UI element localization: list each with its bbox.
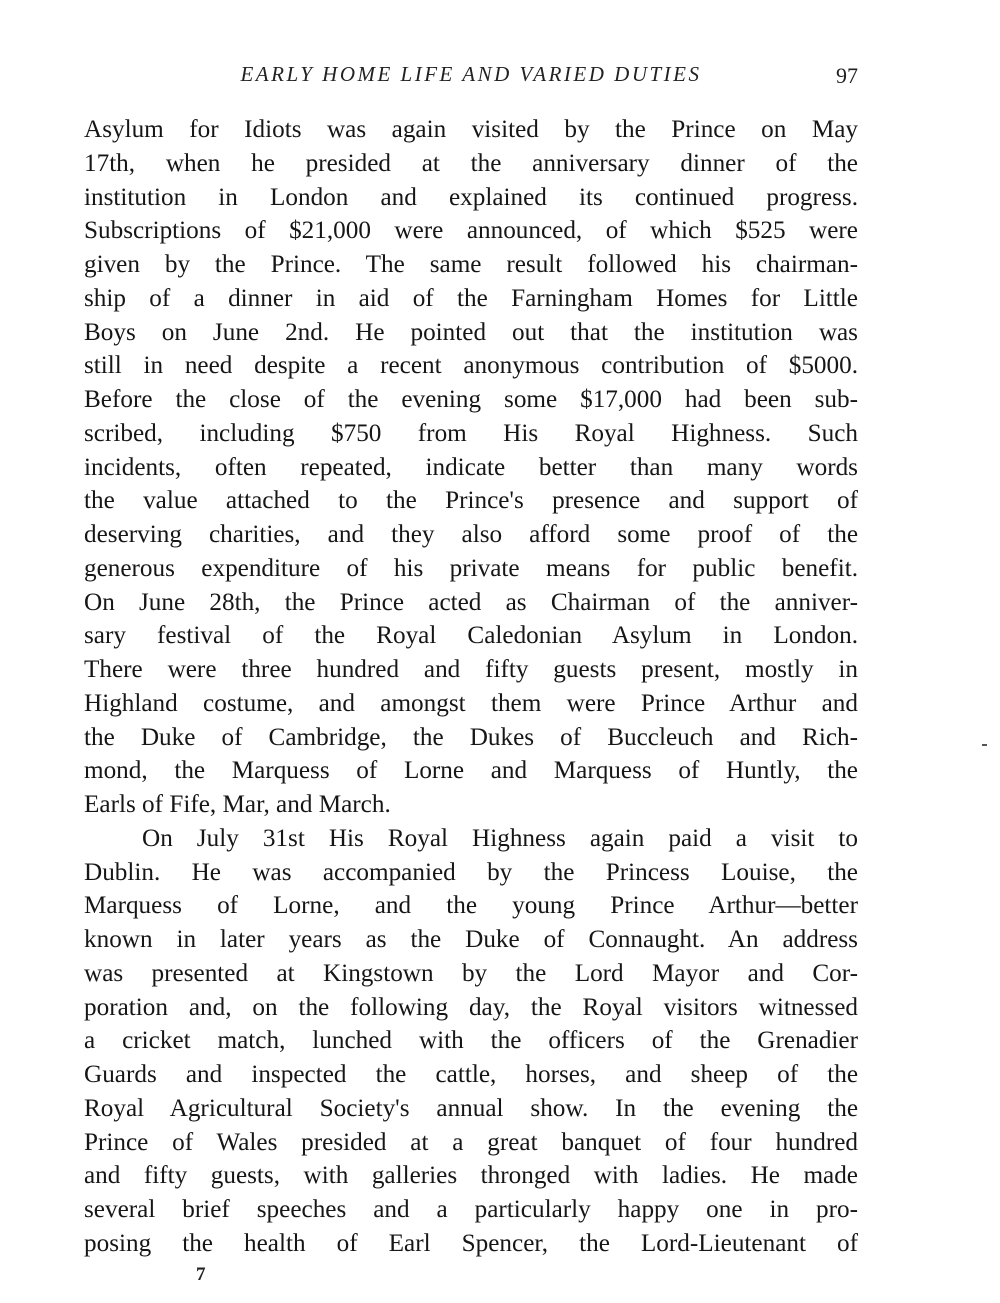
- paragraph-2: [84, 822, 858, 1261]
- text-line: was presented at Kingstown by the Lord Mayor and Cor-: [84, 959, 858, 987]
- text-line: Prince of Wales presided at a great banquet of four hundred: [84, 1128, 858, 1156]
- text-line: Dublin. He was accompanied by the Princess Louise, the: [84, 858, 858, 886]
- text-line: 17th, when he presided at the anniversary dinner of the: [84, 149, 858, 177]
- text-line: ship of a dinner in aid of the Farningham Homes for Little: [84, 284, 858, 312]
- paragraph-1: [84, 113, 858, 822]
- text-line: deserving charities, and they also afford some proof of the: [84, 521, 858, 548]
- text-line: known in later years as the Duke of Connaught. An address: [84, 926, 858, 953]
- text-line: still in need despite a recent anonymous contribution of $5000.: [84, 352, 858, 380]
- text-line: poration and, on the following day, the Royal visitors witnessed: [84, 993, 858, 1021]
- running-title: EARLY HOME LIFE AND VARIED DUTIES: [240, 62, 702, 86]
- text-line: incidents, often repeated, indicate better than many words: [84, 453, 858, 481]
- text-line: On July 31st His Royal Highness again paid a visit to: [142, 824, 858, 852]
- text-line: There were three hundred and fifty guests present, mostly in: [84, 656, 858, 683]
- text-line: Earls of Fife, Mar, and March.: [84, 791, 391, 818]
- text-line: On June 28th, the Prince acted as Chairman of the anniver-: [84, 588, 858, 616]
- text-line: Marquess of Lorne, and the young Prince Arthur—better: [84, 892, 858, 920]
- body-text: [84, 113, 858, 1261]
- text-line: several brief speeches and a particularly happy one in pro-: [84, 1196, 858, 1223]
- page-number: 97: [836, 63, 858, 88]
- text-line: institution in London and explained its continued progress.: [84, 183, 858, 211]
- text-line: sary festival of the Royal Caledonian Asylum in London.: [84, 622, 858, 650]
- text-line: Before the close of the evening some $17,000 had been sub-: [84, 386, 858, 413]
- text-line: the value attached to the Prince's presence and support of: [84, 487, 858, 515]
- text-line: given by the Prince. The same result followed his chairman-: [84, 251, 858, 278]
- text-line: Guards and inspected the cattle, horses, and sheep of the: [84, 1061, 858, 1088]
- text-line: the Duke of Cambridge, the Dukes of Buccleuch and Rich-: [84, 723, 858, 751]
- text-line: Subscriptions of $21,000 were announced, of which $525 were: [84, 217, 858, 245]
- text-line: posing the health of Earl Spencer, the Lord-Lieutenant of: [84, 1229, 858, 1257]
- signature-mark: 7: [196, 1264, 206, 1285]
- text-line: mond, the Marquess of Lorne and Marquess of Huntly, the: [84, 757, 858, 785]
- margin-mark: [982, 744, 987, 746]
- text-line: generous expenditure of his private means for public benefit.: [84, 554, 858, 582]
- text-line: a cricket match, lunched with the officers of the Grenadier: [84, 1027, 858, 1055]
- text-line: and fifty guests, with galleries thronged with ladies. He made: [84, 1162, 858, 1190]
- text-line: Highland costume, and amongst them were Prince Arthur and: [84, 689, 858, 717]
- text-line: Royal Agricultural Society's annual show. In the evening the: [84, 1094, 858, 1122]
- text-line: Boys on June 2nd. He pointed out that the institution was: [84, 318, 858, 346]
- running-head: [84, 58, 858, 90]
- text-line: Asylum for Idiots was again visited by the Prince on May: [84, 116, 858, 143]
- text-line: scribed, including $750 from His Royal Highness. Such: [84, 419, 858, 447]
